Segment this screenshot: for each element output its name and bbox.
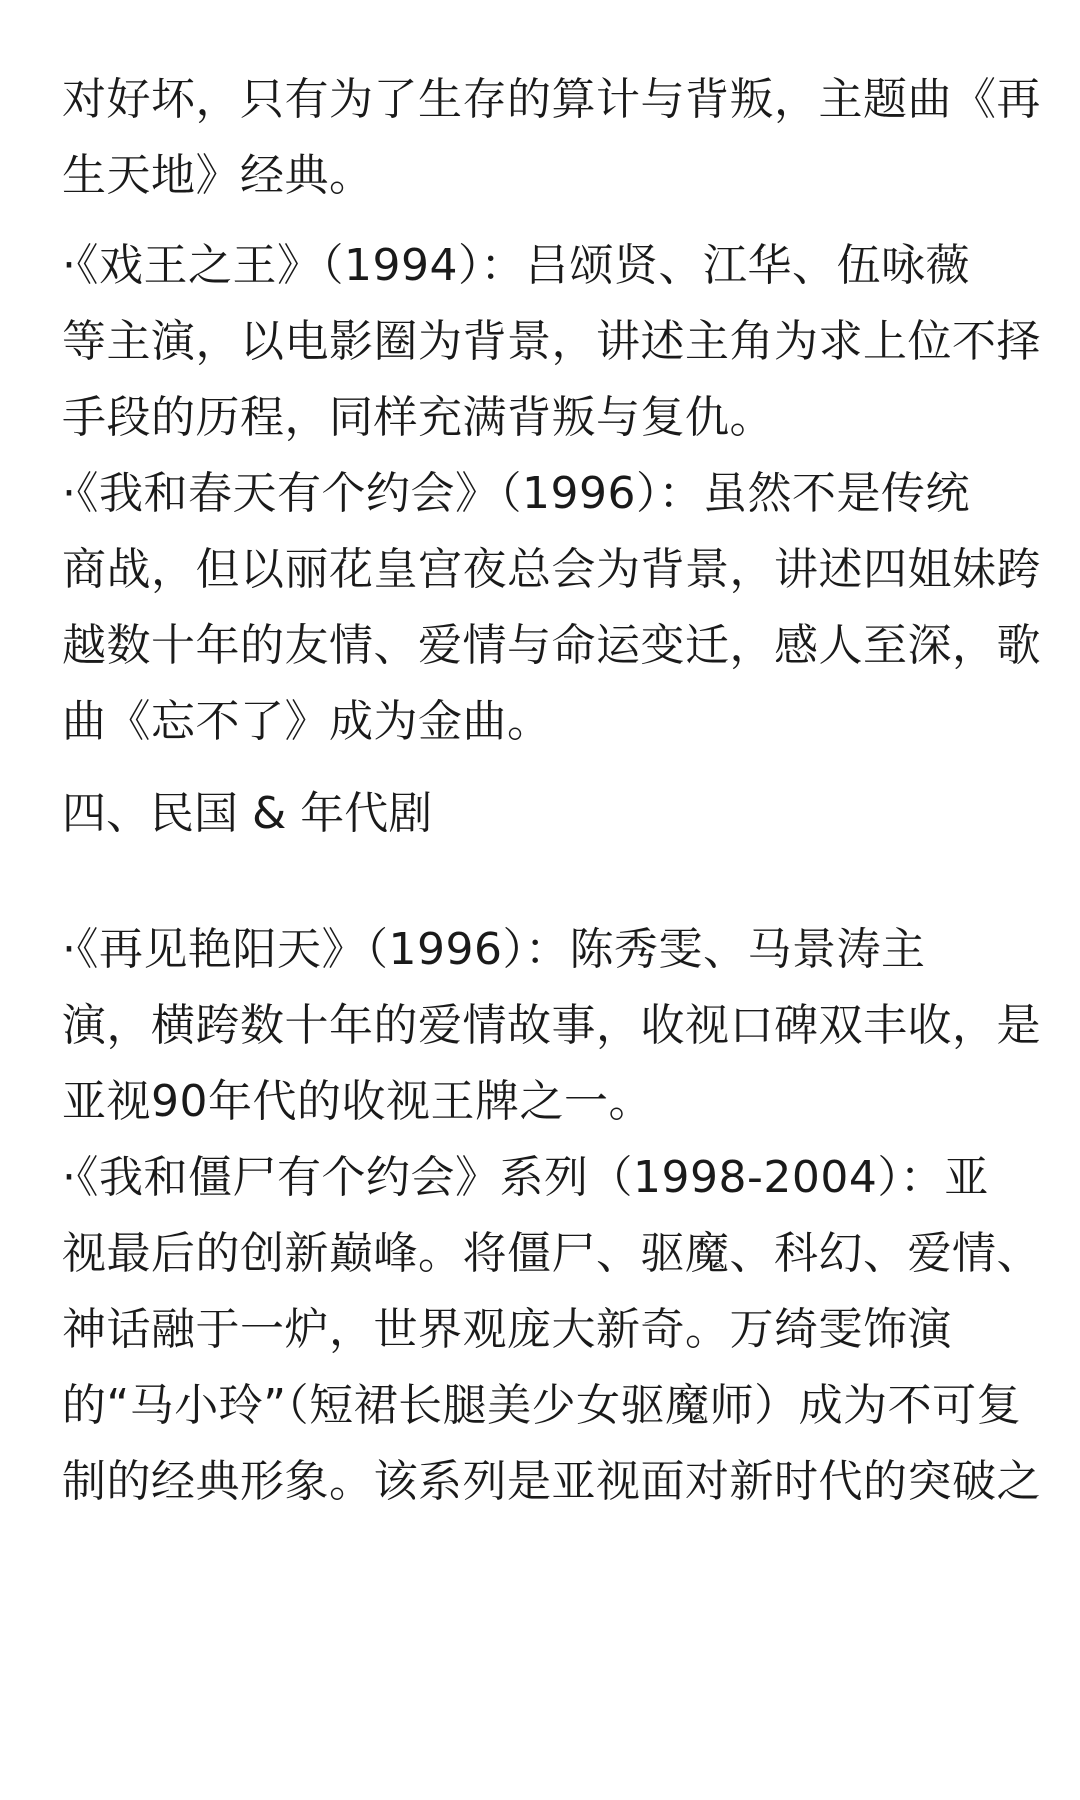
section-heading: 四、民国 & 年代剧: [62, 788, 433, 839]
text-line: 曲《忘不了》成为金曲。: [62, 696, 552, 747]
text-line: ·《戏王之王》（1994）：吕颂贤、江华、伍咏薇: [62, 240, 970, 291]
text-line: 等主演，以电影圈为背景，讲述主角为求上位不择: [62, 316, 1041, 367]
text-line: 手段的历程，同样充满背叛与复仇。: [62, 392, 774, 443]
text-line: 视最后的创新巅峰。将僵尸、驱魔、科幻、爱情、: [62, 1228, 1041, 1279]
text-line: ·《再见艳阳天》（1996）：陈秀雯、马景涛主: [62, 924, 926, 975]
paragraph-survival-theme: [62, 62, 1041, 214]
text-line: 神话融于一炉，世界观庞大新奇。万绮雯饰演: [62, 1304, 952, 1355]
text-line: 亚视90年代的收视王牌之一。: [62, 1076, 653, 1127]
text-line: 商战，但以丽花皇宫夜总会为背景，讲述四姐妹跨: [62, 544, 1041, 595]
text-line: 的“马小玲”（短裙长腿美少女驱魔师）成为不可复: [62, 1380, 1022, 1431]
paragraph-king-of-kings: [62, 228, 1041, 456]
paragraph-farewell-sunshine: [62, 912, 1041, 1140]
text-line: ·《我和僵尸有个约会》系列（1998-2004）：亚: [62, 1152, 989, 1203]
paragraph-date-with-vampire: [62, 1140, 1041, 1520]
text-line: 制的经典形象。该系列是亚视面对新时代的突破之: [62, 1456, 1041, 1507]
text-line: 演，横跨数十年的爱情故事，收视口碑双丰收，是: [62, 1000, 1041, 1051]
text-line: 对好坏，只有为了生存的算计与背叛，主题曲《再: [62, 74, 1041, 125]
paragraph-date-with-spring: [62, 456, 1041, 760]
text-line: ·《我和春天有个约会》（1996）：虽然不是传统: [62, 468, 970, 519]
text-line: 生天地》经典。: [62, 150, 374, 201]
text-line: 越数十年的友情、爱情与命运变迁，感人至深，歌: [62, 620, 1041, 671]
